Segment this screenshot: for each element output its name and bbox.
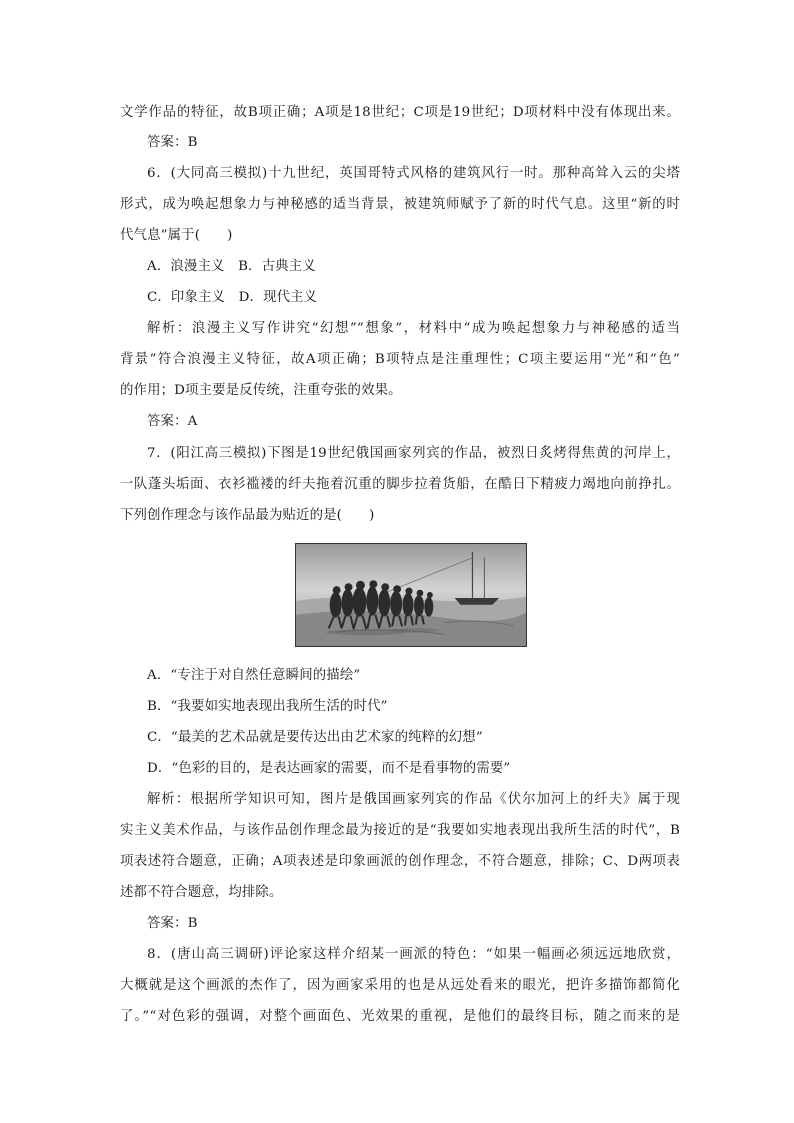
painting-illustration — [296, 544, 526, 646]
text-line: 形式，成为唤起想象力与神秘感的适当背景，被建筑师赋予了新的时代气息。这里“新的时 — [120, 197, 680, 212]
answer-5: 答案：B — [147, 135, 198, 150]
question-7-stem: 7．(阳江高三模拟)下图是19世纪俄国画家列宾的作品，被烈日炙烤得焦黄的河岸上， — [147, 446, 680, 461]
text-line: 下列创作理念与该作品最为贴近的是( ) — [120, 508, 375, 523]
option-b: B．“我要如实地表现出我所生活的时代” — [147, 699, 388, 714]
text-line: 实主义美术作品，与该作品创作理念最为接近的是“我要如实地表现出我所生活的时代”，B — [120, 823, 680, 838]
text-line: 代气息”属于( ) — [120, 228, 233, 243]
analysis-7: 解析：根据所学知识可知，图片是俄国画家列宾的作品《伏尔加河上的纤夫》属于现 — [147, 792, 680, 807]
analysis-6: 解析：浪漫主义写作讲究“幻想”“想象”，材料中“成为唤起想象力与神秘感的适当 — [147, 321, 680, 336]
barge-haulers-painting — [295, 543, 527, 647]
option-a: A．“专注于对自然任意瞬间的描绘” — [147, 668, 361, 683]
text-line: 项表述符合题意，正确；A项表述是印象画派的创作理念，不符合题意，排除；C、D两项表 — [120, 854, 680, 869]
text-line: 背景”符合浪漫主义特征，故A项正确；B项特点是注重理性；C项主要运用“光”和“色” — [120, 352, 680, 367]
answer-6: 答案：A — [147, 414, 198, 429]
answer-7: 答案：B — [147, 916, 198, 931]
option-c: C．“最美的艺术品就是要传达出由艺术家的纯粹的幻想” — [147, 730, 483, 745]
text-line: 文学作品的特征，故B项正确；A项是18世纪；C项是19世纪；D项材料中没有体现出来。 — [120, 105, 680, 120]
text-line: 大概就是这个画派的杰作了，因为画家采用的也是从远处看来的眼光，把许多描饰都简化 — [120, 978, 680, 993]
question-8-stem: 8．(唐山高三调研)评论家这样介绍某一画派的特色：“如果一幅画必须远远地欣赏， — [147, 947, 680, 962]
option-line: C．印象主义 D．现代主义 — [147, 290, 318, 305]
option-line: A．浪漫主义 B．古典主义 — [147, 259, 316, 274]
text-line: 的作用；D项主要是反传统，注重夸张的效果。 — [120, 383, 402, 398]
option-d: D．“色彩的目的，是表达画家的需要，而不是看事物的需要” — [147, 761, 511, 776]
question-6-stem: 6．(大同高三模拟)十九世纪，英国哥特式风格的建筑风行一时。那种高耸入云的尖塔 — [147, 166, 680, 181]
text-line: 了。”“对色彩的强调，对整个画面色、光效果的重视，是他们的最终目标，随之而来的是 — [120, 1009, 680, 1024]
text-line: 述都不符合题意，均排除。 — [120, 885, 283, 900]
text-line: 一队蓬头垢面、衣衫褴褛的纤夫拖着沉重的脚步拉着货船，在酷日下精疲力竭地向前挣扎。 — [120, 477, 680, 492]
